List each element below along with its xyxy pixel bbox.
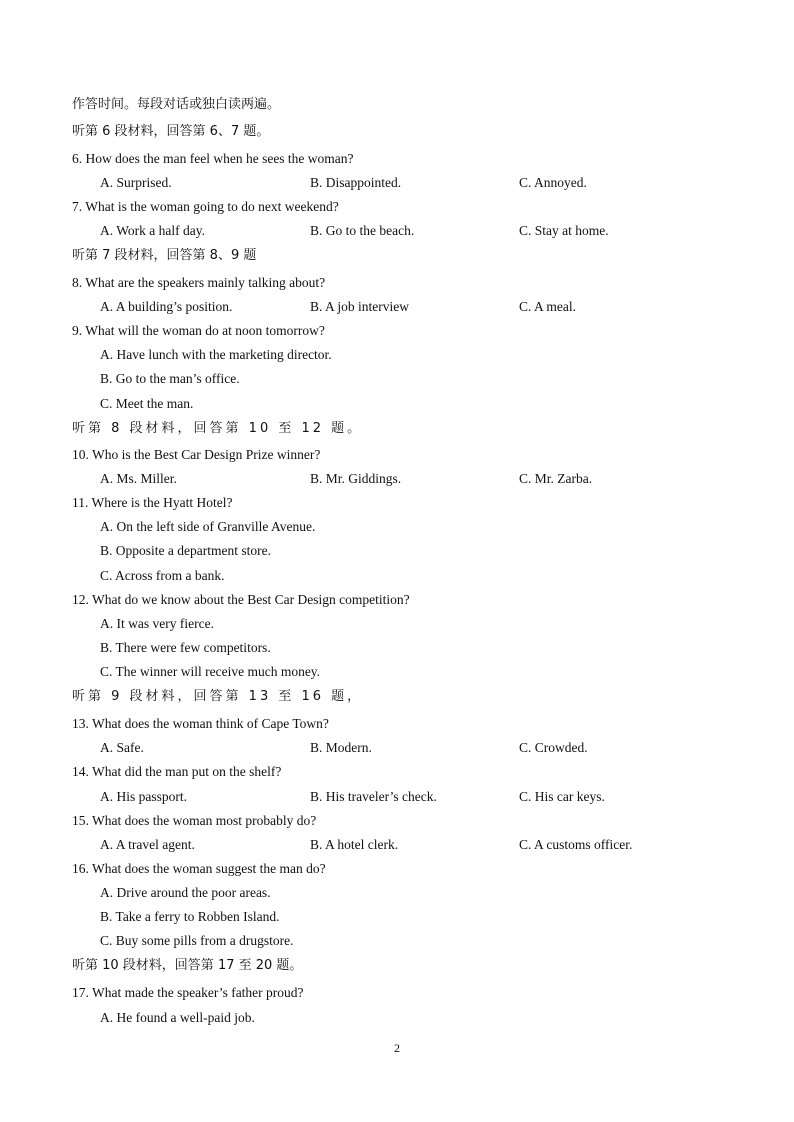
question-16-stem: 16. What does the woman suggest the man do? [72,861,326,876]
question-9-stem: 9. What will the woman do at noon tomorrow? [72,323,325,338]
question-15-option-c: C. A customs officer. [519,837,633,852]
question-17-option-a: A. He found a well-paid job. [100,1010,255,1025]
question-13-option-a: A. Safe. [100,740,144,755]
question-7-option-b: B. Go to the beach. [310,223,415,238]
question-12-option-b: B. There were few competitors. [100,640,271,655]
question-9-option-c: C. Meet the man. [100,396,194,411]
question-16-option-b: B. Take a ferry to Robben Island. [100,909,280,924]
page-number: 2 [394,1041,400,1055]
question-14-option-c: C. His car keys. [519,789,605,804]
question-14-option-a: A. His passport. [100,789,187,804]
question-7-option-a: A. Work a half day. [100,223,206,238]
section-header-7: 听第 7 段材料，回答第 8、9 题 [72,248,257,263]
question-14-option-b: B. His traveler’s check. [310,789,437,804]
question-8-stem: 8. What are the speakers mainly talking about? [72,275,326,290]
section-header-6: 听第 6 段材料，回答第 6、7 题。 [72,124,270,139]
question-16-option-c: C. Buy some pills from a drugstore. [100,933,294,948]
question-13-option-b: B. Modern. [310,740,372,755]
question-6-option-a: A. Surprised. [100,175,172,190]
question-8-option-b: B. A job interview [310,299,409,314]
question-10-option-c: C. Mr. Zarba. [519,471,593,486]
question-11-option-a: A. On the left side of Granville Avenue. [100,519,316,534]
question-10-option-b: B. Mr. Giddings. [310,471,402,486]
question-15-option-a: A. A travel agent. [100,837,195,852]
question-13-option-c: C. Crowded. [519,740,588,755]
question-6-option-b: B. Disappointed. [310,175,402,190]
question-8-option-c: C. A meal. [519,299,576,314]
question-6-stem: 6. How does the man feel when he sees the woman? [72,151,354,166]
question-7-option-c: C. Stay at home. [519,223,609,238]
question-10-option-a: A. Ms. Miller. [100,471,177,486]
question-15-stem: 15. What does the woman most probably do? [72,813,317,828]
instruction-line: 作答时间。每段对话或独白读两遍。 [72,97,281,112]
question-9-option-a: A. Have lunch with the marketing director. [100,347,332,362]
question-12-option-a: A. It was very fierce. [100,616,214,631]
question-7-stem: 7. What is the woman going to do next weekend? [72,199,339,214]
question-11-option-b: B. Opposite a department store. [100,543,271,558]
question-14-stem: 14. What did the man put on the shelf? [72,764,282,779]
question-17-stem: 17. What made the speaker’s father proud? [72,985,304,1000]
section-header-8: 听第 8 段材料，回答第 10 至 12 题。 [72,421,364,436]
question-6-option-c: C. Annoyed. [519,175,587,190]
question-8-option-a: A. A building’s position. [100,299,233,314]
question-16-option-a: A. Drive around the poor areas. [100,885,271,900]
section-header-9: 听第 9 段材料，回答第 13 至 16 题， [72,689,364,704]
section-header-10: 听第 10 段材料，回答第 17 至 20 题。 [72,958,303,973]
question-12-option-c: C. The winner will receive much money. [100,664,321,679]
question-11-option-c: C. Across from a bank. [100,568,225,583]
question-11-stem: 11. Where is the Hyatt Hotel? [72,495,233,510]
question-15-option-b: B. A hotel clerk. [310,837,399,852]
question-13-stem: 13. What does the woman think of Cape Town? [72,716,329,731]
question-12-stem: 12. What do we know about the Best Car Design competition? [72,592,410,607]
question-10-stem: 10. Who is the Best Car Design Prize winner? [72,447,321,462]
question-9-option-b: B. Go to the man’s office. [100,371,240,386]
